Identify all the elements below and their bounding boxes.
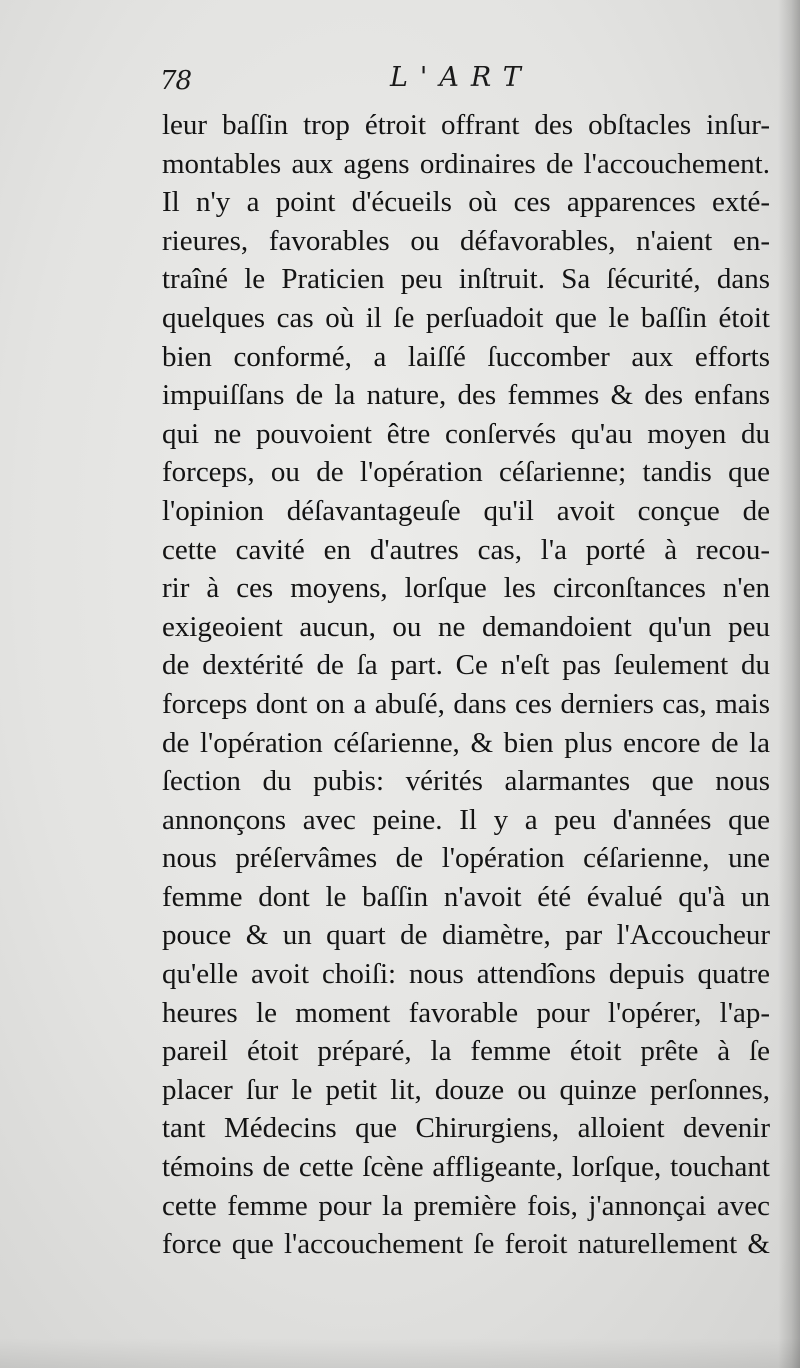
text-line: pouce & un quart de diamètre, par l'Accoucheur [162,919,770,952]
text-line: leur baſſin trop étroit offrant des obſtacles inſur- [162,109,770,141]
text-line: qui ne pouvoient être conſervés qu'au moyen du [162,417,770,450]
text-line: annonçons avec peine. Il y a peu d'années que [162,803,770,836]
text-line: témoins de cette ſcène affligeante, lorſque, touchant [162,1151,770,1184]
text-line: pareil étoit préparé, la femme étoit prête à ſe [162,1035,770,1068]
text-line: placer ſur le petit lit, douze ou quinze perſonnes, [162,1073,770,1106]
text-line: forceps dont on a abuſé, dans ces derniers cas, mais [162,687,770,720]
text-line: force que l'accouchement ſe feroit naturellement & [162,1228,770,1261]
page-edge-shadow [778,0,800,1368]
text-line: quelques cas où il ſe perſuadoit que le baſſin étoit [162,301,770,334]
text-line: impuiſſans de la nature, des femmes & des enfans [162,379,770,412]
text-line: rieures, favorables ou défavorables, n'aient en- [162,224,770,257]
text-line: de l'opération céſarienne, & bien plus encore de la [162,726,770,759]
text-line: femme dont le baſſin n'avoit été évalué qu'à un [162,880,770,913]
text-line: nous préſervâmes de l'opération céſarienne, une [162,842,770,875]
text-line: bien conformé, a laiſſé ſuccomber aux efforts [162,340,770,373]
text-line: l'opinion déſavantageuſe qu'il avoit conçue de [162,494,770,527]
text-line: ſection du pubis: vérités alarmantes que nous [162,765,770,798]
body-text [162,106,770,1264]
text-line: qu'elle avoit choiſi: nous attendîons depuis quatre [162,958,770,991]
text-line: traîné le Praticien peu inſtruit. Sa ſécurité, dans [162,263,770,296]
text-line: exigeoient aucun, ou ne demandoient qu'un peu [162,610,770,643]
text-line: cette cavité en d'autres cas, l'a porté à recou- [162,533,770,566]
page-header [160,56,780,96]
page-bottom-shadow [0,1338,800,1368]
text-line: montables aux agens ordinaires de l'accouchement. [162,147,770,180]
page-number: 78 [160,66,192,96]
text-line: de dextérité de ſa part. Ce n'eſt pas ſeulement du [162,649,770,682]
text-line: Il n'y a point d'écueils où ces apparences exté- [162,186,770,219]
text-line: forceps, ou de l'opération céſarienne; tandis que [162,456,770,489]
text-line: cette femme pour la première fois, j'annonçai avec [162,1189,770,1222]
text-line: rir à ces moyens, lorſque les circonſtances n'en [162,572,770,605]
running-title: L'ART [390,62,533,93]
text-line: tant Médecins que Chirurgiens, alloient devenir [162,1112,770,1145]
text-line: heures le moment favorable pour l'opérer, l'ap- [162,996,770,1029]
